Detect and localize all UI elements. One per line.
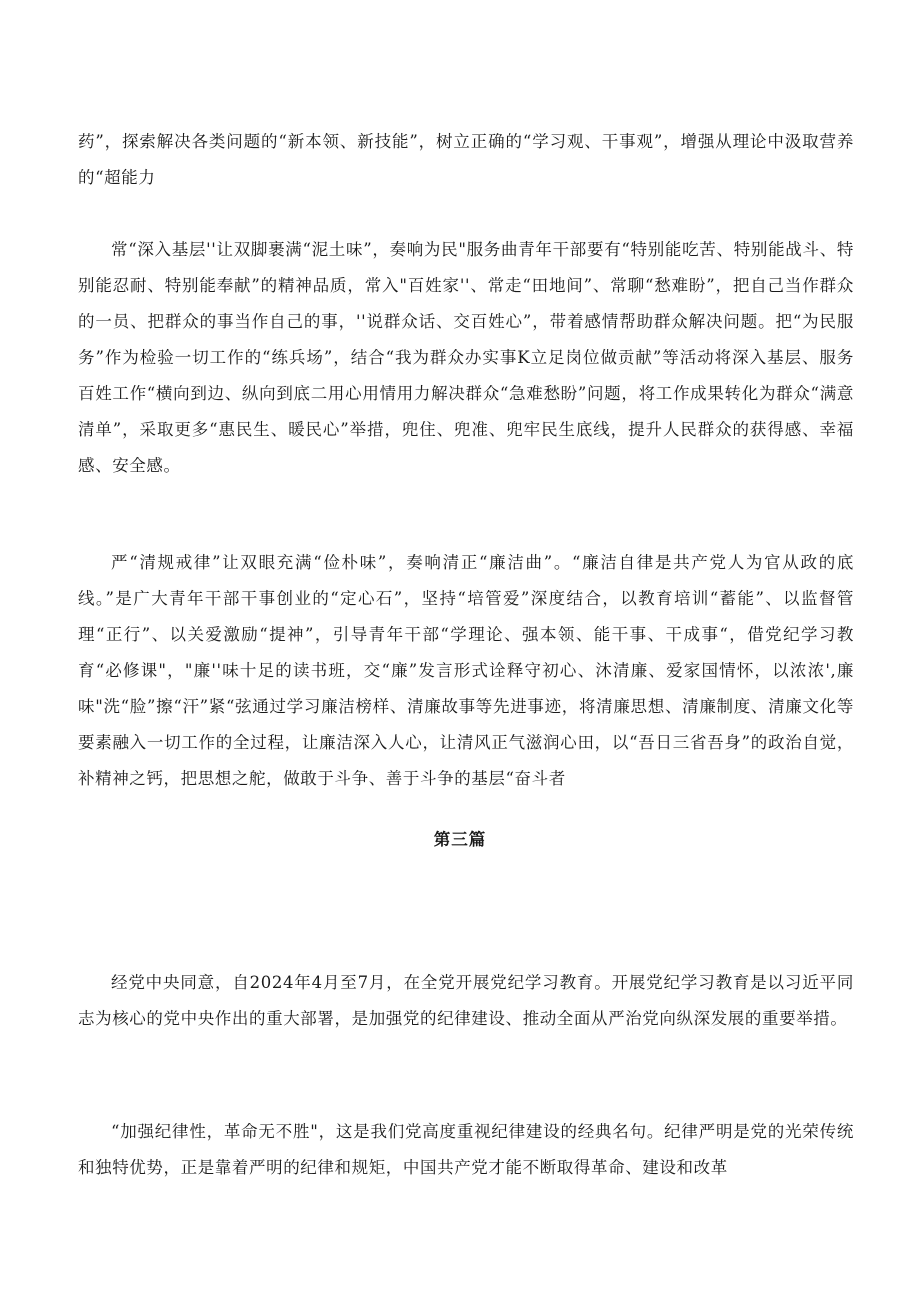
- section-heading: 第三篇: [433, 830, 487, 849]
- paragraph-integrity: 严“清规戒律”让双眼充满“俭朴味”，奏响清正“廉洁曲”。“廉洁自律是共产党人为官从政的底线。”是广大青年干部干事创业的“定心石”，坚持“培管爱”深度结合，以教育培训“蓄能”、以监督管理“正行”、以关爱激励“提神”，引导青年干部“学理论、强本领、能干事、干成事“，借党纪学习教育“必修课"，"廉''味十足的读书班，交“廉”发言形式诠释守初心、沐清廉、爱家国情怀，以浓浓',廉味"洗“脸”擦“汗”紧“弦通过学习廉洁榜样、清廉故事等先进事迹，将清廉思想、清廉制度、清廉文化等要素融入一切工作的全过程，让廉洁深入人心，让清风正气滋润心田，以“吾日三省吾身”的政治自觉，补精神之钙，把思想之舵，做敢于斗争、善于斗争的基层“奋斗者: [78, 553, 854, 788]
- paragraph-grassroots: 常“深入基层''让双脚裹满“泥土味”，奏响为民"服务曲青年干部要有“特别能吃苦、特别能战斗、特别能忍耐、特别能奉献”的精神品质，常入"百姓家''、常走“田地间”、常聊“愁难盼”，把自己当作群众的一员、把群众的事当作自己的事，''说群众话、交百姓心”，带着感情帮助群众解决问题。把“为民服务”作为检验一切工作的“练兵场”，结合“我为群众办实事K立足岗位做贡献”等活动将深入基层、服务百姓工作“横向到边、纵向到底二用心用情用力解决群众“急难愁盼”问题，将工作成果转化为群众“满意清单”，采取更多“惠民生、暖民心”举措，兜住、兜准、兜牢民生底线，提升人民群众的获得感、幸福感、安全感。: [78, 240, 854, 475]
- paragraph-discipline: “加强纪律性，革命无不胜"，这是我们党高度重视纪律建设的经典名句。纪律严明是党的光荣传统和独特优势，正是靠着严明的纪律和规矩，中国共产党才能不断取得革命、建设和改革: [78, 1122, 854, 1177]
- paragraph-education: 经党中央同意，自2024年4月至7月，在全党开展党纪学习教育。开展党纪学习教育是以习近平同志为核心的党中央作出的重大部署，是加强党的纪律建设、推动全面从严治党向纵深发展的重要举措。: [78, 973, 854, 1028]
- paragraph-continued: 药”，探索解决各类问题的“新本领、新技能”，树立正确的“学习观、干事观”，增强从理论中汲取营养的“超能力: [78, 132, 854, 187]
